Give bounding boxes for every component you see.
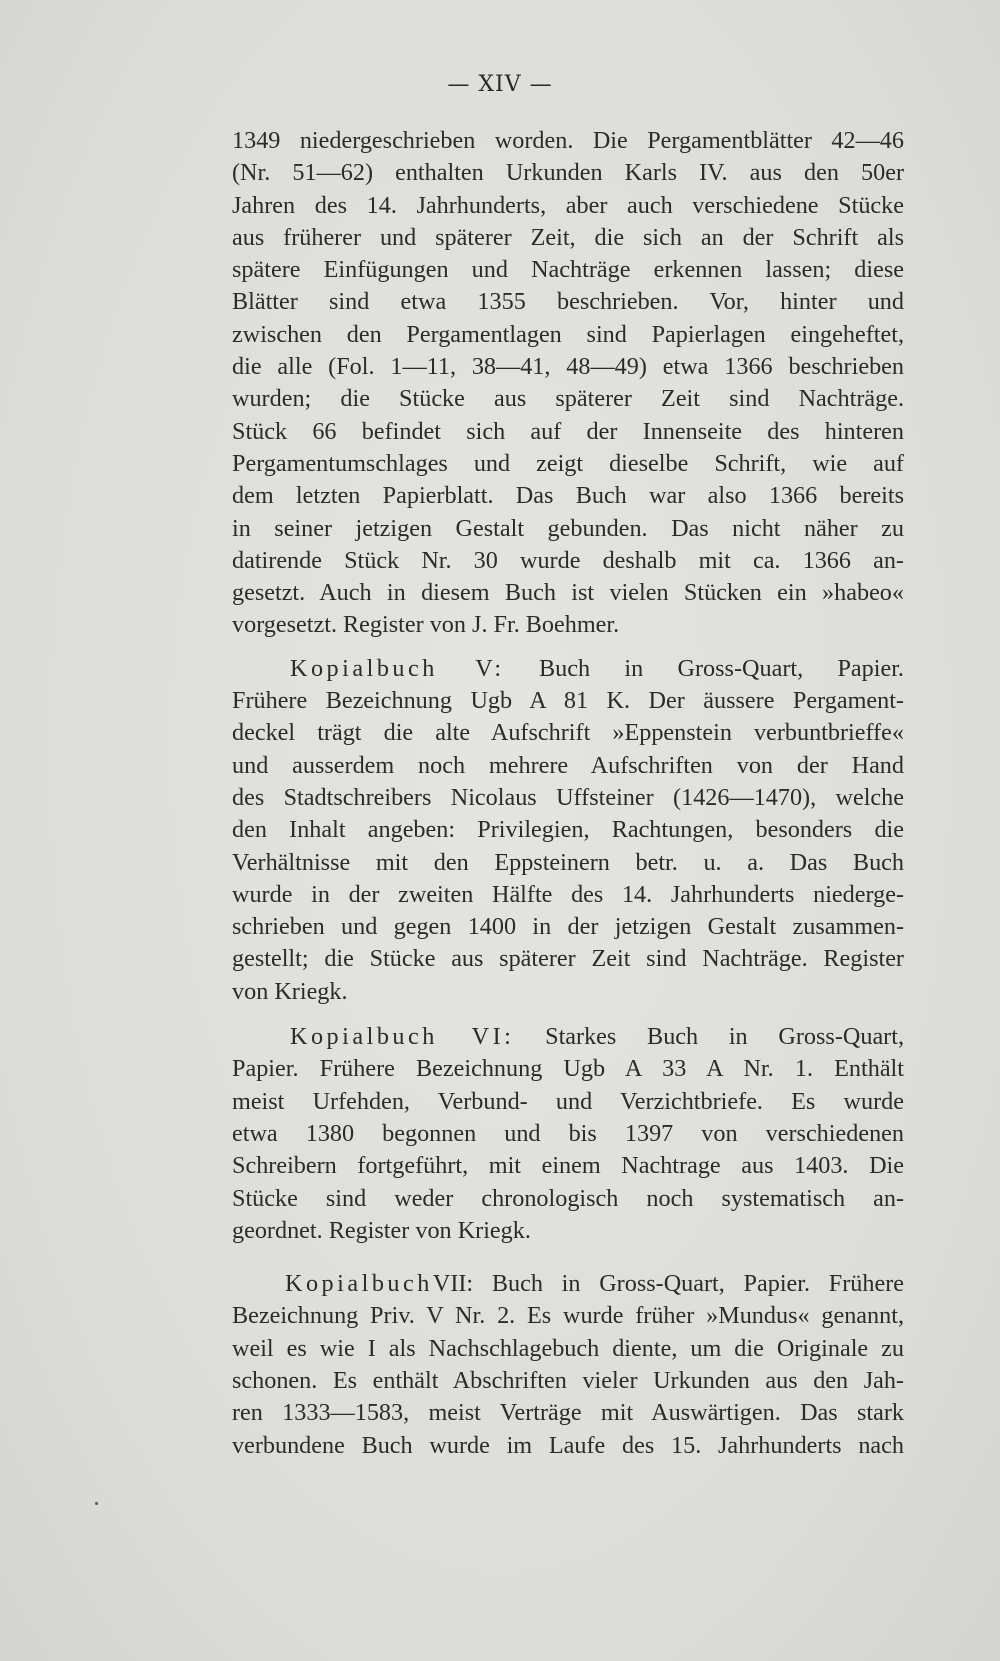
text-line: in seiner jetzigen Gestalt gebunden. Das nicht näher zu	[232, 514, 904, 542]
text-line: verbundene Buch wurde im Laufe des 15. Jahrhunderts nach	[232, 1431, 904, 1459]
body-text	[232, 125, 904, 1462]
text-line: Jahren des 14. Jahrhunderts, aber auch verschiedene Stücke	[232, 191, 904, 219]
text-line: vorgesetzt. Register von J. Fr. Boehmer.	[232, 611, 620, 639]
text-line: von Kriegk.	[232, 977, 348, 1005]
text-line: geordnet. Register von Kriegk.	[232, 1216, 531, 1244]
text-line: 1349 niedergeschrieben worden. Die Pergamentblätter 42—46	[232, 127, 904, 154]
paper-speck	[95, 1502, 98, 1505]
text-line: wurden; die Stücke aus späterer Zeit sind Nachträge.	[232, 385, 904, 413]
text-line: etwa 1380 begonnen und bis 1397 von verschiedenen	[232, 1119, 904, 1147]
page-number: — XIV —	[447, 72, 553, 97]
text-line-first	[232, 653, 904, 685]
text-line: deckel trägt die alte Aufschrift »Eppenstein verbuntbrieffe«	[232, 719, 904, 747]
entry-heading-rest: VII: Buch in Gross-Quart, Papier. Frühere	[432, 1270, 904, 1298]
entry-heading: Kopialbuch V:	[290, 654, 505, 682]
paragraph-kopialbuch-vi	[232, 1021, 904, 1247]
text-line: Schreibern fortgeführt, mit einem Nachtrage aus 1403. Die	[232, 1152, 904, 1180]
entry-heading-rest: Starkes Buch in Gross-Quart,	[545, 1023, 904, 1051]
paragraph-kopialbuch-vii	[232, 1268, 904, 1462]
text-line: gestellt; die Stücke aus späterer Zeit sind Nachträge. Register	[232, 945, 904, 973]
text-line: datirende Stück Nr. 30 wurde deshalb mit ca. 1366 an-	[232, 546, 904, 574]
text-line: ren 1333—1583, meist Verträge mit Auswärtigen. Das stark	[232, 1399, 904, 1427]
paragraph-kopialbuch-v	[232, 653, 904, 1008]
text-line: spätere Einfügungen und Nachträge erkennen lassen; diese	[232, 256, 904, 284]
text-line: meist Urfehden, Verbund- und Verzichtbriefe. Es wurde	[232, 1087, 904, 1115]
text-line: Stücke sind weder chronologisch noch systematisch an-	[232, 1184, 904, 1212]
text-line: Bezeichnung Priv. V Nr. 2. Es wurde früher »Mundus« genannt,	[232, 1302, 904, 1330]
text-line: Verhältnisse mit den Eppsteinern betr. u. a. Das Buch	[232, 848, 904, 876]
text-line: den Inhalt angeben: Privilegien, Rachtungen, besonders die	[232, 816, 904, 844]
text-line: Blätter sind etwa 1355 beschrieben. Vor, hinter und	[232, 288, 904, 316]
text-line: Frühere Bezeichnung Ugb A 81 K. Der äussere Pergament-	[232, 687, 904, 715]
text-line: weil es wie I als Nachschlagebuch diente, um die Originale zu	[232, 1334, 904, 1362]
text-line: die alle (Fol. 1—11, 38—41, 48—49) etwa 1366 beschrieben	[232, 353, 904, 381]
text-line: des Stadtschreibers Nicolaus Uffsteiner (1426—1470), welche	[232, 783, 904, 811]
text-line: dem letzten Papierblatt. Das Buch war also 1366 bereits	[232, 482, 904, 510]
text-line: schrieben und gegen 1400 in der jetzigen Gestalt zusammen-	[232, 913, 904, 941]
text-line: und ausserdem noch mehrere Aufschriften von der Hand	[232, 751, 904, 779]
text-line: (Nr. 51—62) enthalten Urkunden Karls IV. aus den 50er	[232, 159, 904, 187]
text-line: Stück 66 befindet sich auf der Innenseite des hinteren	[232, 417, 904, 445]
text-line-first	[232, 1268, 904, 1300]
entry-heading: Kopialbuch VI:	[290, 1023, 515, 1051]
text-line: aus früherer und späterer Zeit, die sich an der Schrift als	[232, 223, 904, 251]
entry-heading-rest: Buch in Gross-Quart, Papier.	[538, 654, 904, 682]
text-line: Papier. Frühere Bezeichnung Ugb A 33 A Nr. 1. Enthält	[232, 1055, 904, 1083]
entry-heading: Kopialbuch	[285, 1270, 433, 1298]
text-line: wurde in der zweiten Hälfte des 14. Jahrhunderts niederge-	[232, 880, 904, 908]
text-line: gesetzt. Auch in diesem Buch ist vielen Stücken ein »habeo«	[232, 579, 904, 607]
text-line: Pergamentumschlages und zeigt dieselbe Schrift, wie auf	[232, 449, 904, 477]
text-line-first	[232, 1021, 904, 1053]
text-line: zwischen den Pergamentlagen sind Papierlagen eingeheftet,	[232, 320, 904, 348]
paragraph-continuation	[232, 125, 904, 642]
text-line: schonen. Es enthält Abschriften vieler Urkunden aus den Jah-	[232, 1366, 904, 1394]
